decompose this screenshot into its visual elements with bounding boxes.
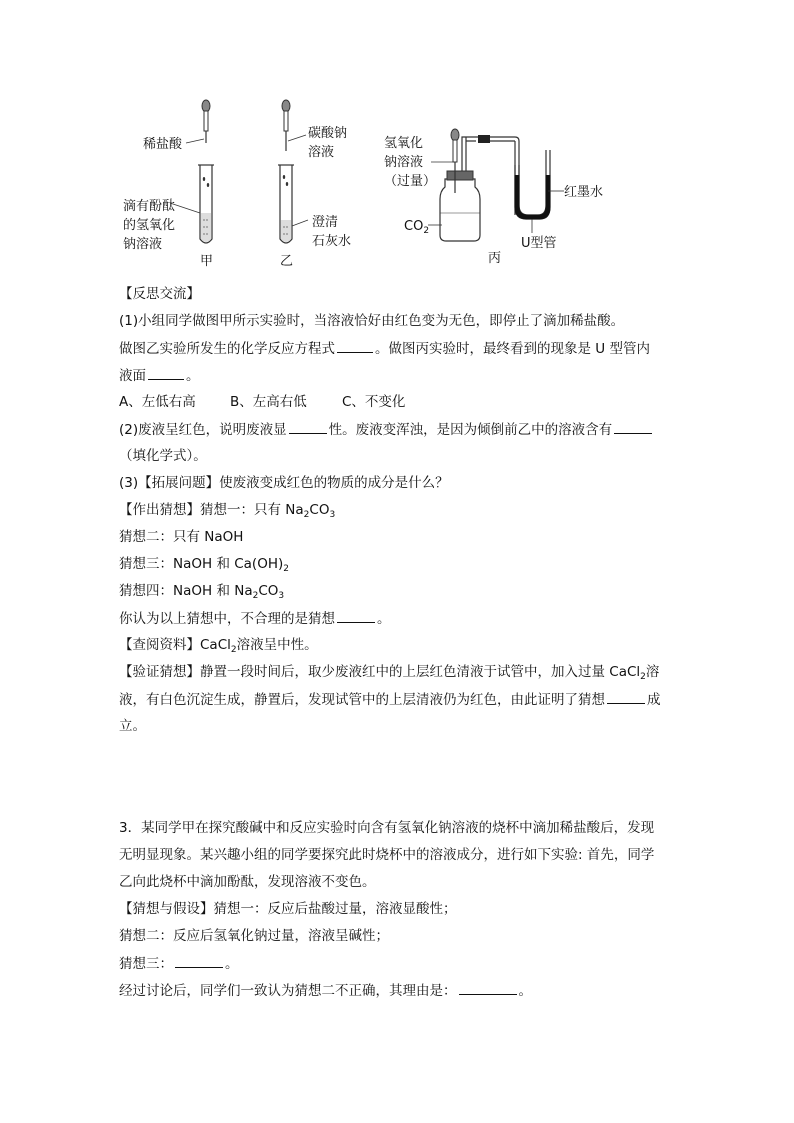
guess-3-text: 猜想三：NaOH 和 Ca(OH): [119, 556, 284, 572]
option-b: B、左高右低: [230, 394, 307, 410]
verify-line-2: [119, 689, 661, 710]
yi-reagent-label-1: 碳酸钠: [308, 126, 348, 141]
guess-1-text: 【作出猜想】猜想一：只有 Na: [119, 502, 304, 518]
q3-guess-2: 猜想二：反应后氢氧化钠过量，溶液呈碱性；: [119, 928, 389, 944]
verify-text-b: 溶: [645, 664, 660, 680]
unreasonable-text: 你认为以上猜想中，不合理的是猜想: [119, 611, 335, 627]
answer-blank[interactable]: [607, 689, 645, 704]
bing-ink-label: 红墨水: [564, 185, 604, 200]
verify-text-c: 液，有白色沉淀生成，静置后，发现试管中的上层清液仍为红色，由此证明了猜想: [119, 692, 605, 708]
bing-figure-label: 丙: [488, 251, 502, 266]
q1-text-b: 。做图丙实验时，最终看到的现象是 U 型管内: [375, 341, 650, 357]
verify-text-a: 【验证猜想】静置一段时间后，取少废液红中的上层红色清液于试管中，加入过量 CaCl: [119, 664, 641, 680]
jia-reagent-label: 稀盐酸: [143, 137, 183, 152]
q2-line-2: （填化学式）。: [119, 448, 207, 464]
q2-line-1: [119, 419, 654, 440]
flask-bing-icon: [440, 171, 480, 241]
answer-blank[interactable]: [337, 338, 373, 353]
reflection-heading: 【反思交流】: [119, 286, 200, 302]
q1-text-a: 做图乙实验所发生的化学反应方程式: [119, 341, 335, 357]
unreasonable-end: 。: [377, 611, 391, 627]
guess-4-text: 猜想四：NaOH 和 Na: [119, 583, 253, 599]
q3-discussion-end: 。: [518, 983, 532, 999]
q3-para-line-2: 无明显现象。某兴趣小组的同学要探究此时烧杯中的溶液成分，进行如下实验: 首先，同学: [119, 847, 655, 863]
lookup-end: 溶液呈中性。: [236, 637, 318, 653]
q1-options: [119, 392, 405, 412]
subscript: 2: [230, 645, 237, 655]
q3-discussion-text: 经过讨论后，同学们一致认为猜想二不正确，其理由是：: [119, 983, 457, 999]
guess-1-formula: CO: [309, 502, 330, 518]
answer-blank[interactable]: [148, 365, 184, 380]
guess-1: [119, 500, 335, 520]
q3-discussion: [119, 980, 532, 1001]
lookup-line: [119, 635, 318, 655]
subscript: 3: [329, 510, 336, 520]
u-tube-icon: [515, 150, 564, 233]
q3-guess-3-text: 猜想三：: [119, 956, 173, 972]
q2-text-a: (2)废液呈红色，说明废液显: [119, 422, 287, 438]
answer-blank[interactable]: [614, 419, 652, 434]
jia-content-label-2: 的氢氧化: [123, 218, 176, 233]
verify-line-1: [119, 662, 659, 682]
guess-4-formula: CO: [258, 583, 279, 599]
answer-blank[interactable]: [289, 419, 327, 434]
jia-content-label-3: 钠溶液: [123, 237, 163, 252]
bing-utube-label: U型管: [521, 236, 557, 251]
dropper-jia-icon: [202, 100, 210, 143]
q3-hypothesis-heading: 【猜想与假设】猜想一：反应后盐酸过量，溶液显酸性；: [119, 901, 457, 917]
q3-para-line-1: 3．某同学甲在探究酸碱中和反应实验时向含有氢氧化钠溶液的烧杯中滴加稀盐酸后，发现: [119, 820, 655, 836]
subscript: 2: [303, 510, 310, 520]
q3-line: (3)【拓展问题】使废液变成红色的物质的成分是什么？: [119, 475, 449, 491]
answer-blank[interactable]: [337, 608, 375, 623]
q2-text-b: 性。废液变浑浊，是因为倾倒前乙中的溶液含有: [328, 422, 613, 438]
yi-figure-label: 乙: [280, 254, 294, 269]
q3-guess-3: [119, 953, 239, 974]
unreasonable-line: [119, 608, 391, 629]
lookup-text: 【查阅资料】CaCl: [119, 637, 231, 653]
bing-reagent-label-2: 钠溶液: [384, 155, 424, 170]
bing-reagent-label-1: 氢氧化: [384, 136, 424, 151]
answer-blank[interactable]: [175, 953, 223, 968]
subscript: 2: [640, 672, 646, 682]
subscript: 2: [283, 564, 289, 574]
q1-text-c: 液面: [119, 368, 146, 384]
answer-blank[interactable]: [459, 980, 517, 995]
subscript: 3: [278, 591, 285, 601]
jia-content-label-1: 滴有酚酞: [123, 199, 176, 214]
guess-3: [119, 554, 289, 574]
test-tube-jia-icon: [170, 165, 214, 243]
verify-text-d: 成: [647, 692, 661, 708]
subscript: 2: [252, 591, 259, 601]
q3-para-line-3: 乙向此烧杯中滴加酚酞，发现溶液不变色。: [119, 874, 376, 890]
option-a: A、左低右高: [119, 394, 196, 410]
jia-figure-label: 甲: [200, 254, 214, 269]
apparatus-diagram: [110, 95, 630, 275]
bing-reagent-label-3: （过量）: [384, 174, 437, 189]
experiment-figure: [110, 95, 630, 275]
yi-content-label-2: 石灰水: [312, 234, 352, 249]
test-tube-yi-icon: [278, 165, 308, 243]
dropper-yi-icon: [282, 100, 290, 151]
yi-reagent-label-2: 溶液: [308, 145, 335, 160]
q1-line-1: (1)小组同学做图甲所示实验时，当溶液恰好由红色变为无色，即停止了滴加稀盐酸。: [119, 313, 625, 329]
bing-gas-label: $CO_2$: [404, 219, 430, 236]
verify-line-3: 立。: [119, 718, 146, 734]
q1-line-3: [119, 365, 200, 386]
option-c: C、不变化: [342, 394, 406, 410]
guess-2: 猜想二：只有 NaOH: [119, 529, 244, 545]
q3-guess-3-end: 。: [225, 956, 239, 972]
q1-text-d: 。: [186, 368, 200, 384]
yi-content-label-1: 澄清: [312, 215, 339, 230]
guess-4: [119, 581, 284, 601]
q1-line-2: [119, 338, 650, 359]
